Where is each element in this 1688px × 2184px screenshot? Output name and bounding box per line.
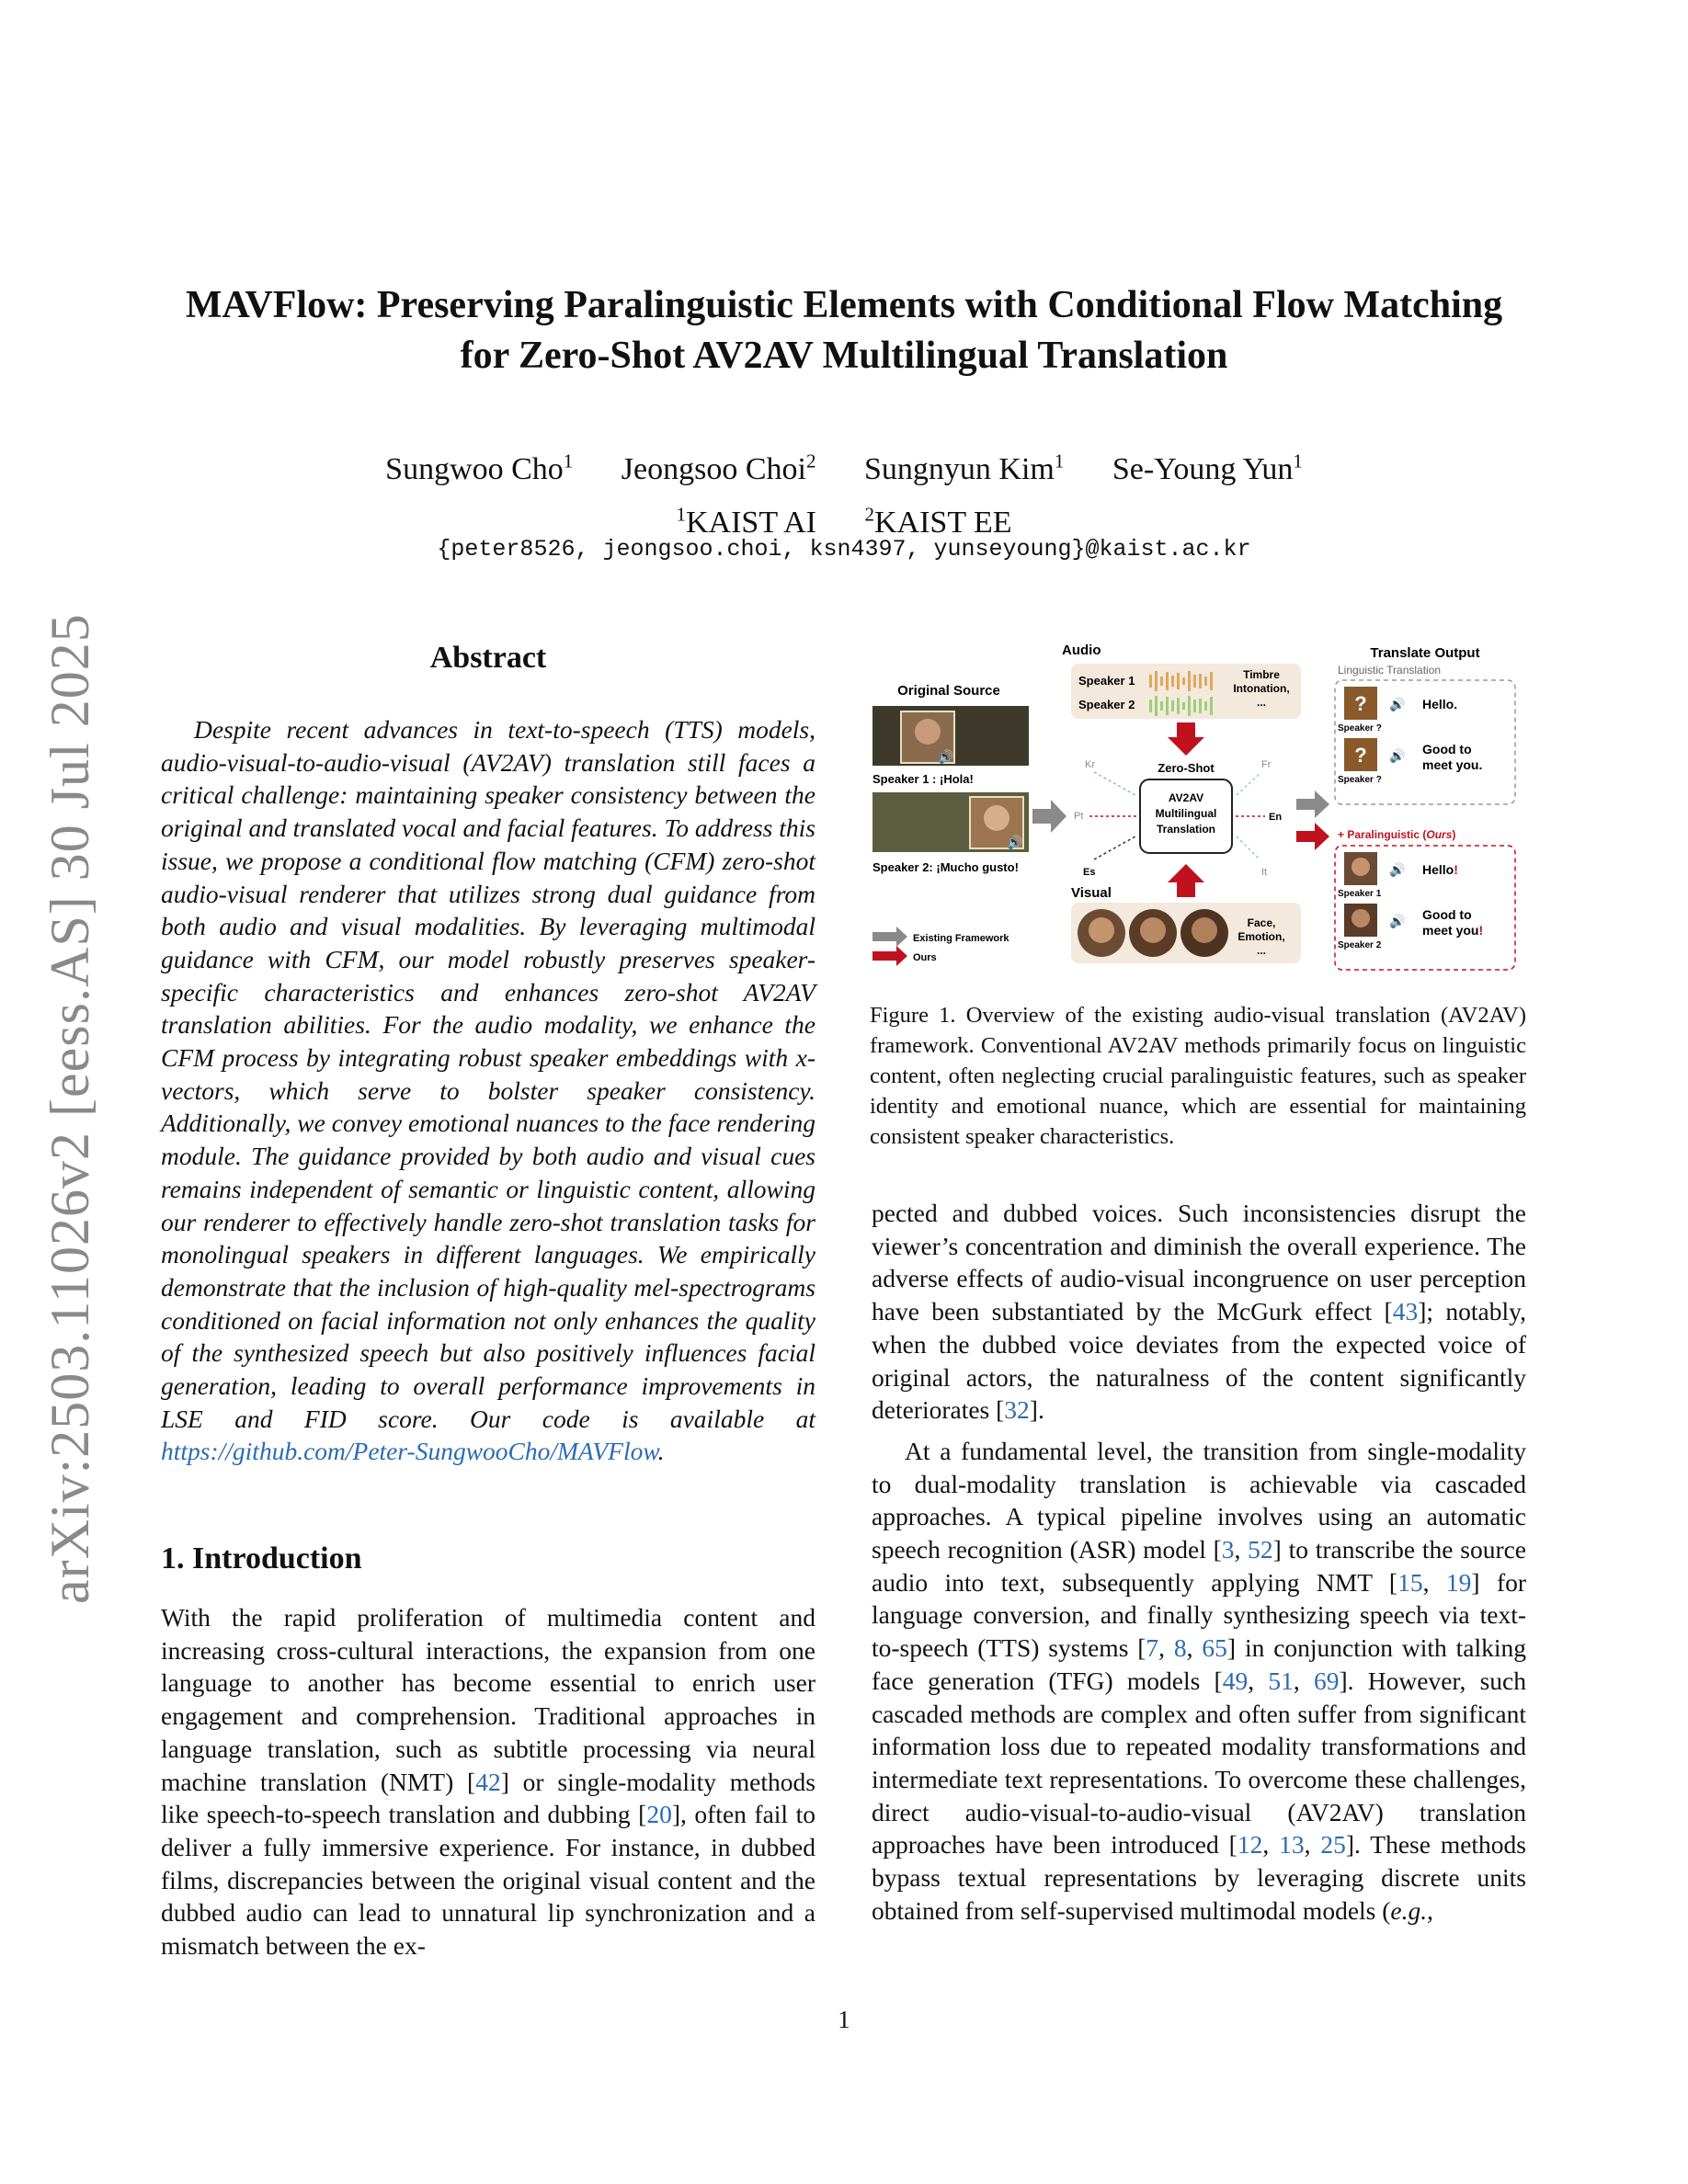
introduction-body [161,1601,815,1962]
citation-link[interactable]: 15 [1397,1567,1423,1597]
output-gray-arrow [1296,791,1329,818]
citation-link[interactable]: 20 [646,1800,672,1829]
lang-en: En [1269,812,1283,823]
speaker-sound-icon: 🔊 [1389,914,1406,928]
author-names [138,439,1550,492]
speaker-sound-icon: 🔊 [1389,862,1406,877]
author-block [138,439,1550,545]
citation-link[interactable]: 42 [475,1767,501,1796]
title-line-1: MAVFlow: Preserving Paralinguistic Elements with Conditional Flow Matching [185,284,1503,326]
output-good-to: Good to [1422,742,1472,756]
citation-link[interactable]: 51 [1268,1666,1294,1695]
output-meet-you: meet you. [1422,757,1483,772]
speaker-sound-icon: 🔊 [1389,748,1406,763]
question-mark-icon: ? [1354,744,1367,767]
citation-link[interactable]: 13 [1279,1830,1305,1860]
output-hello-ours: Hello! [1422,862,1458,877]
body-paragraph: At a fundamental level, the transition from single-modality to dual-modality translation is achievable via cascaded approaches. A typical pipeline involves using an automatic speech recognition (ASR) model [3, 52] to transcribe the source audio into text, subsequently applying NMT [15, 19] for language conversion, and finally synthesizing speech via text-to-speech (TTS) systems [7, 8, 65] in conjunction with talking face generation (TFG) models [49, 51, 69]. However, such cascaded methods are complex and often suffer from significant information loss due to repeated modality transformations and intermediate text representations. To overcome these challenges, direct audio-visual-to-audio-visual (AV2AV) translation approaches have been introduced [12, 13, 25]. These methods bypass textual representations by leveraging discrete units obtained from self-supervised multimodal models (e.g., [872,1436,1527,1925]
abstract-body [161,713,815,1468]
figure-1 [864,634,1535,984]
section-heading-introduction: 1. Introduction [161,1541,362,1575]
affiliation: $^2$KAIST EE [864,503,1012,540]
box-line-2: Multilingual [1155,807,1217,820]
output-red-arrow [1296,823,1329,850]
author-emails: {peter8526, jeongsoo.choi, ksn4397, yunseyoung}@kaist.ac.kr [437,536,1251,563]
citation-link[interactable]: 69 [1314,1666,1340,1695]
code-link[interactable]: https://github.com/Peter-SungwooCho/MAVFlow [161,1437,658,1466]
linguistic-translation-label: Linguistic Translation [1338,664,1442,677]
intro-paragraph: With the rapid proliferation of multimedia content and increasing cross-cultural interactions, the expansion from one language to another has become essential to enrich user engagement and comprehension. Traditional approaches in language translation, such as subtitle processing via neural machine translation (NMT) [42] or single-modality methods like speech-to-speech translation and dubbing [20], often fail to deliver a fully immersive experience. For instance, in dubbed films, discrepancies between the original visual content and the dubbed audio can lead to unnatural lip synchronization and a mismatch between the ex- [161,1603,815,1961]
citation-link[interactable]: 12 [1237,1830,1263,1860]
citation-link[interactable]: 52 [1248,1535,1273,1564]
citation-link[interactable]: 3 [1221,1535,1235,1564]
author: Sungwoo Cho$^1$ [385,450,574,487]
lang-it: It [1261,867,1268,878]
output-meet-you-ours: meet you! [1422,923,1484,938]
intonation-label: Intonation, [1233,682,1290,695]
speaker-sound-icon: 🔊 [1007,835,1023,849]
audio-speaker1-label: Speaker 1 [1078,674,1135,688]
original-source-label: Original Source [897,683,1000,699]
legend-existing-arrow [873,927,907,947]
figure-1-diagram [864,634,1535,984]
emotion-label: Emotion, [1237,930,1285,943]
zero-shot-label: Zero-Shot [1158,761,1215,775]
output-good-to-ours: Good to [1422,907,1472,922]
question-mark-icon: ? [1354,692,1367,715]
audio-guidance-arrow [1168,722,1204,756]
lang-kr: Kr [1085,759,1095,770]
output-speaker2-label: Speaker 2 [1338,940,1382,950]
speaker-sound-icon: 🔊 [1389,697,1406,711]
lang-pt: Pt [1074,811,1084,822]
visual-ellipsis: ... [1256,944,1267,957]
right-column-body [872,1197,1526,1927]
legend-ours-label: Ours [913,952,937,963]
paralinguistic-label: + Paralinguistic (Ours) [1338,828,1456,841]
output-hello: Hello. [1422,697,1458,711]
citation-link[interactable]: 49 [1222,1666,1249,1695]
speaker1-line: Speaker 1 : ¡Hola! [873,772,974,786]
box-line-1: AV2AV [1168,791,1204,804]
box-line-3: Translation [1156,823,1216,836]
speaker2-line: Speaker 2: ¡Mucho gusto! [873,860,1019,874]
page-number: 1 [838,2006,850,2033]
legend-existing-label: Existing Framework [913,933,1009,944]
paper-title [138,280,1550,381]
author: Sungnyun Kim$^1$ [863,450,1065,487]
existing-framework-arrow [1032,800,1066,833]
affiliation: $^1$KAIST AI [676,503,816,540]
citation-link[interactable]: 19 [1445,1567,1472,1597]
title-line-2: for Zero-Shot AV2AV Multilingual Translation [460,335,1228,377]
author: Se-Young Yun$^1$ [1112,450,1303,487]
speaker-sound-icon: 🔊 [938,749,954,764]
citation-link[interactable]: 7 [1146,1633,1159,1663]
output-speaker1-label: Speaker 1 [1338,889,1382,899]
audio-ellipsis: ... [1256,696,1267,709]
body-paragraph: pected and dubbed voices. Such inconsistencies disrupt the viewer’s concentration and diminish the overall experience. The adverse effects of audio-visual incongruence on user perception have been substantiated by the McGurk effect [43]; notably, when the dubbed voice deviates from the expected voice of original actors, the naturalness of the content significantly deteriorates [32]. [872,1199,1526,1425]
translate-output-label: Translate Output [1370,645,1480,661]
audio-label: Audio [1062,643,1101,658]
citation-link[interactable]: 8 [1173,1633,1187,1663]
face-label: Face, [1247,916,1276,929]
citation-link[interactable]: 43 [1392,1297,1419,1326]
lang-fr: Fr [1261,759,1272,770]
unknown-speaker-label: Speaker ? [1338,775,1382,785]
visual-label: Visual [1071,885,1112,901]
citation-link[interactable]: 25 [1320,1830,1346,1860]
audio-speaker2-label: Speaker 2 [1078,698,1135,711]
arxiv-identifier: arXiv:2503.11026v2 [eess.AS] 30 Jul 2025 [40,613,100,1604]
unknown-speaker-label: Speaker ? [1338,723,1382,734]
figure-1-caption: Figure 1. Overview of the existing audio-visual translation (AV2AV) framework. Conventional AV2AV methods primarily focus on linguistic content, often neglecting crucial paralinguistic features, such as speaker identity and emotional nuance, which are essential for maintaining consistent speaker characteristics. [870,1003,1526,1149]
author: Jeongsoo Choi$^2$ [621,450,816,487]
citation-link[interactable]: 65 [1202,1633,1227,1663]
abstract-paragraph: Despite recent advances in text-to-speech (TTS) models, audio-visual-to-audio-visual (AV2AV) translation still faces a critical challenge: maintaining speaker consistency between the original and translated vocal and facial features. To address this issue, we propose a conditional flow matching (CFM) zero-shot audio-visual renderer that utilizes strong dual guidance from both audio and visual modalities. By leveraging multimodal guidance with CFM, our model robustly preserves speaker-specific characteristics and enhances zero-shot AV2AV translation abilities. For the audio modality, we enhance the CFM process by integrating robust speaker embeddings with x-vectors, which serve to bolster speaker consistency. Additionally, we convey emotional nuances to the face rendering module. The guidance provided by both audio and visual cues remains independent of semantic or linguistic content, allowing our renderer to effectively handle zero-shot translation tasks for monolingual speakers in different languages. We empirically demonstrate that the inclusion of high-quality mel-spectrograms conditioned on facial information not only enhances the quality of the synthesized speech but also positively influences facial generation, leading to overall performance improvements in LSE and FID score. Our code is available at https://github.com/Peter-SungwooCho/MAVFlow. [161,715,815,1466]
timbre-label: Timbre [1243,668,1280,681]
abstract-heading: Abstract [429,641,547,675]
legend-ours-arrow [873,946,907,966]
lang-es: Es [1083,867,1096,878]
citation-link[interactable]: 32 [1004,1395,1030,1425]
visual-guidance-arrow [1168,864,1204,897]
